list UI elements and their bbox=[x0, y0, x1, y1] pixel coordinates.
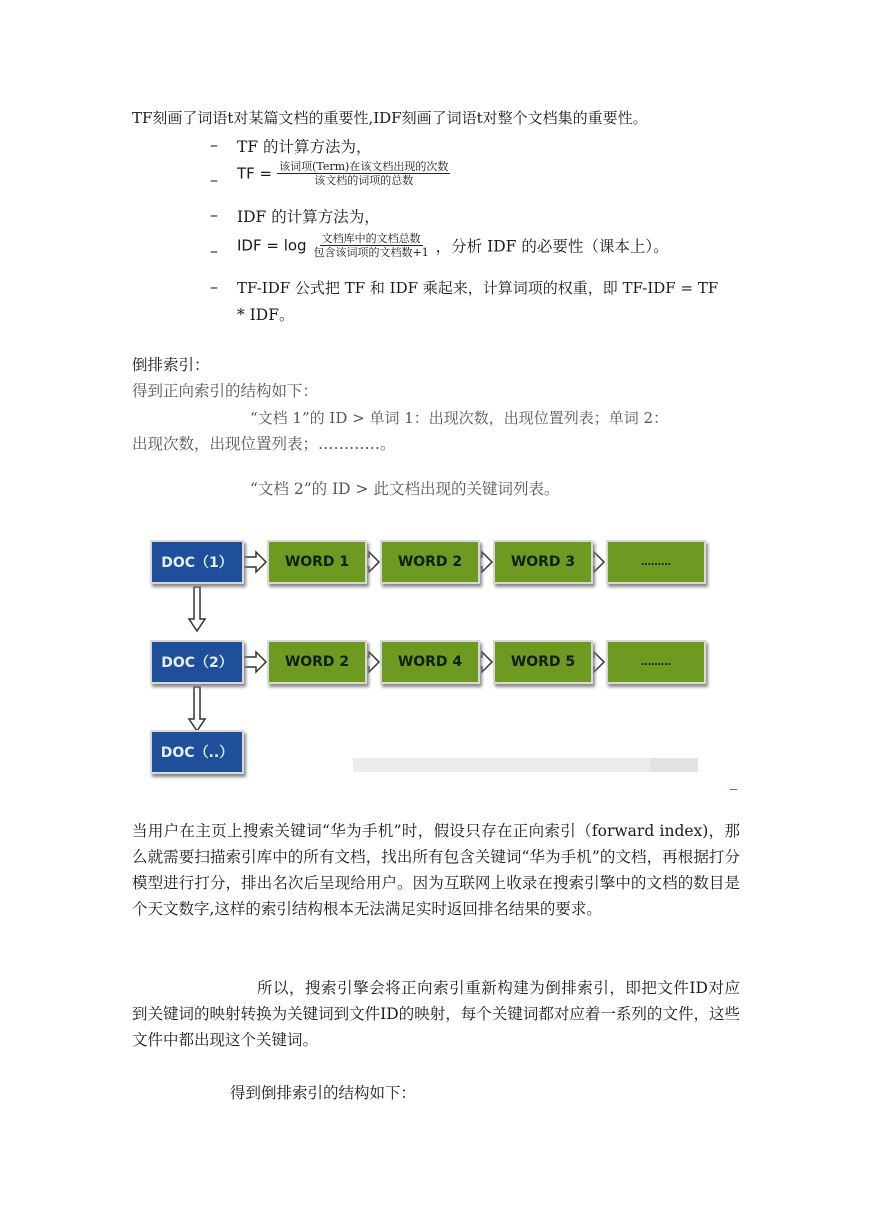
word-box: WORD 2 bbox=[267, 640, 367, 684]
forward-index-title: 得到正向索引的结构如下： bbox=[132, 382, 319, 400]
forward-doc1-line-2: 出现次数，出现位置列表；…………。 bbox=[132, 435, 396, 453]
watermark-strip bbox=[650, 758, 698, 772]
doc-box-2: DOC（2） bbox=[150, 640, 244, 684]
tf-fraction bbox=[277, 160, 450, 187]
arrow-down-icon bbox=[189, 587, 205, 631]
idf-fraction bbox=[312, 232, 431, 259]
bullet-dash: – bbox=[210, 241, 218, 260]
word-box: WORD 3 bbox=[493, 540, 593, 584]
corner-mark bbox=[730, 789, 737, 790]
tfidf-line-2: * IDF。 bbox=[237, 306, 295, 324]
inverted-structure-title: 得到倒排索引的结构如下： bbox=[230, 1084, 417, 1102]
word-box: WORD 2 bbox=[380, 540, 480, 584]
doc-box-1: DOC（1） bbox=[150, 540, 244, 584]
arrow-right-icon bbox=[242, 552, 266, 572]
word-box: WORD 4 bbox=[380, 640, 480, 684]
tfidf-line-1: TF-IDF 公式把 TF 和 IDF 乘起来，计算词项的权重，即 TF-IDF = TF bbox=[237, 279, 719, 297]
tf-denominator: 该文档的词项的总数 bbox=[314, 174, 414, 187]
bullet-dash: – bbox=[210, 277, 218, 296]
word-box: WORD 5 bbox=[493, 640, 593, 684]
doc-box-more: DOC（..） bbox=[150, 730, 244, 774]
inverted-index-title: 倒排索引： bbox=[132, 356, 210, 374]
tf-method-text: TF 的计算方法为， bbox=[237, 138, 372, 156]
tf-formula bbox=[237, 160, 450, 187]
bullet-dash: – bbox=[210, 205, 218, 224]
idf-formula-lhs: IDF = log bbox=[237, 236, 307, 255]
idf-method-text: IDF 的计算方法为， bbox=[237, 208, 380, 226]
intro-line: TF刻画了词语t对某篇文档的重要性,IDF刻画了词语t对整个文档集的重要性。 bbox=[132, 109, 648, 127]
paragraph-inverted-rebuild: 所以，搜索引擎会将正向索引重新构建为倒排索引，即把文件ID对应到关键词的映射转换为关键词到文件ID的映射，每个关键词都对应着一系列的文件，这些文件中都出现这个关键词。 bbox=[132, 979, 740, 1049]
forward-doc2-line: “文档 2”的 ID > 此文档出现的关键词列表。 bbox=[250, 480, 560, 498]
tf-formula-lhs: TF = bbox=[237, 164, 273, 183]
idf-tail-text: ，分析 IDF 的必要性（课本上）。 bbox=[435, 237, 669, 256]
word-box: WORD 1 bbox=[267, 540, 367, 584]
watermark-strip bbox=[353, 758, 698, 772]
word-box-ellipsis: ……… bbox=[606, 640, 706, 684]
bullet-dash: – bbox=[210, 135, 218, 154]
forward-index-diagram bbox=[138, 525, 738, 787]
idf-numerator: 文档库中的文档总数 bbox=[321, 232, 421, 245]
arrow-down-icon bbox=[189, 687, 205, 731]
idf-formula bbox=[237, 232, 669, 259]
idf-denominator: 包含该词项的文档数+1 bbox=[313, 246, 429, 259]
word-box-ellipsis: ……… bbox=[606, 540, 706, 584]
forward-doc1-line-1: “文档 1”的 ID > 单词 1：出现次数，出现位置列表；单词 2： bbox=[250, 409, 669, 427]
arrow-right-icon bbox=[242, 652, 266, 672]
tf-numerator: 该词项(Term)在该文档出现的次数 bbox=[279, 160, 449, 173]
paragraph-search-example: 当用户在主页上搜索关键词“华为手机”时，假设只存在正向索引（forward index)，那么就需要扫描索引库中的所有文档，找出所有包含关键词“华为手机”的文档，再根据打分模型进行打分，排出名次后呈现给用户。因为互联网上收录在搜索引擎中的文档的数目是个天文数字,这样的索引结构根本无法满足实时返回排名结果的要求。 bbox=[132, 822, 740, 918]
bullet-dash: – bbox=[210, 170, 218, 189]
